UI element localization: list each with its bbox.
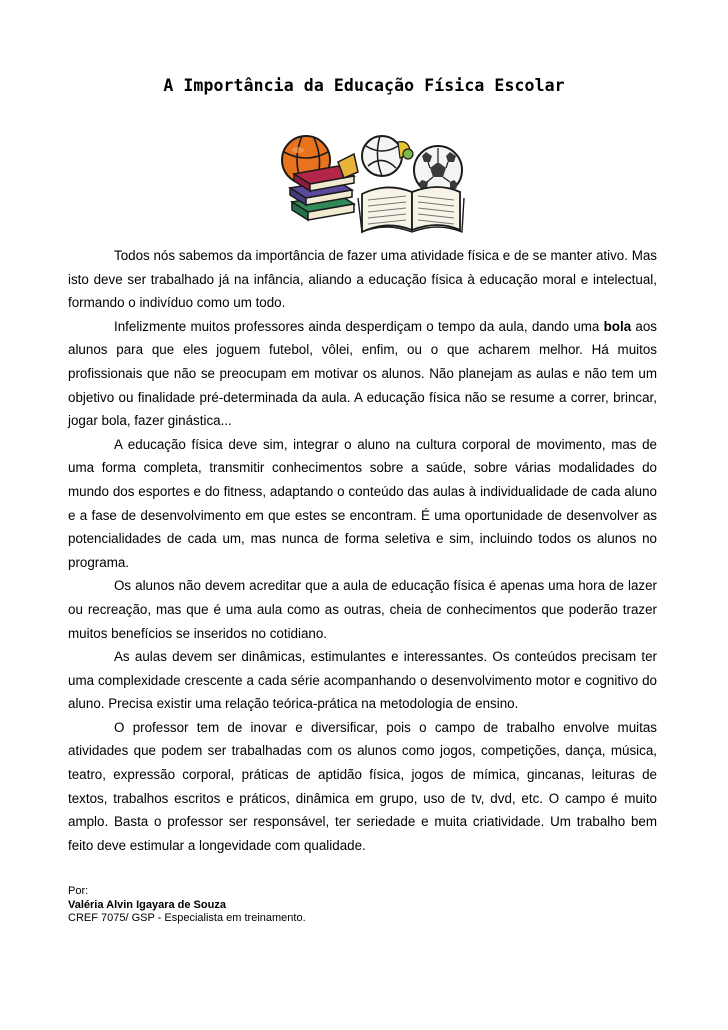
author-credentials: CREF 7075/ GSP - Especialista em treinamento. (68, 912, 306, 924)
paragraph-3: A educação física deve sim, integrar o aluno na cultura corporal de movimento, mas de uma forma completa, transmitir conhecimentos sobre a saúde, sobre várias modalidades do mundo dos esportes e do fitness, adaptando o conteúdo das aulas à individualidade de cada aluno e a fase de desenvolvimento em que estes se encontram. É uma oportunidade de desenvolver as potencialidades de cada um, mas nunca de forma seletiva e sim, incluindo todos os alunos no programa. (68, 436, 657, 570)
paragraph-2-bold-word: bola (603, 318, 632, 334)
paragraph-6: O professor tem de inovar e diversificar, pois o campo de trabalho envolve muitas atividades que podem ser trabalhadas com os alunos como jogos, competições, dança, música, teatro, expressão corporal, práticas de aptidão física, jogos de mímica, gincanas, leituras de textos, trabalhos escritos e práticos, dinâmica em grupo, uso de tv, dvd, etc. O campo é muito amplo. Basta o professor ser responsável, ter seriedade e muita criatividade. Um trabalho bem feito deve estimular a longevidade com qualidade. (68, 719, 657, 853)
author-signature (68, 885, 468, 926)
paragraph-2-text-start: Infelizmente muitos professores ainda desperdiçam o tempo da aula, dando uma (114, 318, 604, 334)
paragraph-5: As aulas devem ser dinâmicas, estimulantes e interessantes. Os conteúdos precisam ter uma complexidade crescente a cada série acompanhando o desenvolvimento motor e cognitivo do aluno. Precisa existir uma relação teórica-prática na metodologia de ensino. (68, 649, 657, 712)
paragraph-1: Todos nós sabemos da importância de fazer uma atividade física e de se manter ativo. Mas isto deve ser trabalhado já na infância, aliando a educação física à educação moral e intelectual, formando o indivíduo como um todo. (68, 248, 657, 311)
paragraph-4: Os alunos não devem acreditar que a aula de educação física é apenas uma hora de lazer ou recreação, mas que é uma aula como as outras, cheia de conhecimentos que poderão trazer muitos benefícios se inseridos no cotidiano. (68, 578, 657, 641)
open-book-icon (358, 187, 464, 232)
signature-by-label: Por: (68, 885, 89, 897)
sports-books-illustration (262, 132, 466, 236)
article-body (68, 244, 657, 857)
paragraph-2-text-end: aos alunos para que eles joguem futebol, vôlei, enfim, ou o que acharem melhor. Há muitos profissionais que não se preocupam em motivar os alunos. Não planejam as aulas e não tem um objetivo ou finalidade pré-determinada da aula. A educação física não se resume a correr, brincar, jogar bola, fazer ginástica... (68, 318, 657, 429)
paragraph-2 (68, 315, 657, 433)
volleyball-icon (362, 136, 413, 176)
author-name: Valéria Alvin Igayara de Souza (68, 898, 226, 911)
page-title: A Importância da Educação Física Escolar (163, 76, 565, 95)
